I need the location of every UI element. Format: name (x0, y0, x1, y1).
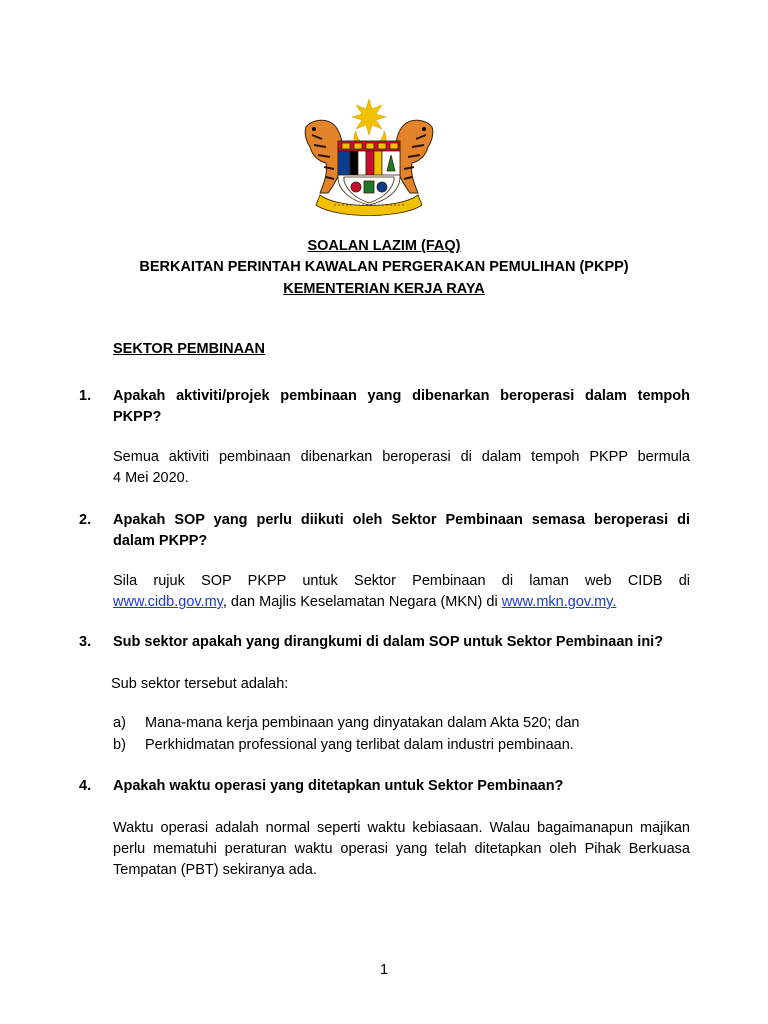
list-item-label: b) (113, 737, 126, 753)
question-3: Sub sektor apakah yang dirangkumi di dalam SOP untuk Sektor Pembinaan ini? (113, 634, 664, 650)
list-item-text: Mana-mana kerja pembinaan yang dinyatakan dalam Akta 520; dan (145, 715, 580, 731)
section-title: SEKTOR PEMBINAAN (113, 341, 265, 357)
question-number-4: 4. (79, 778, 92, 794)
answer-1 (113, 447, 690, 489)
question-number-1: 1. (79, 388, 92, 404)
page-number: 1 (379, 962, 389, 978)
answer-4-line3: Tempatan (PBT) sekiranya ada. (113, 862, 317, 878)
doc-title-line1: SOALAN LAZIM (FAQ) (307, 238, 461, 254)
question-2 (113, 510, 690, 552)
answer-4-line1: Waktu operasi adalah normal seperti waktu kebiasaan. Walau bagaimanapun majikan (113, 820, 690, 836)
cidb-link[interactable]: www.cidb.gov.my (113, 594, 223, 610)
question-2-line2: dalam PKPP? (113, 533, 208, 549)
question-number-2: 2. (79, 512, 92, 528)
question-1-line1: Apakah aktiviti/projek pembinaan yang dibenarkan beroperasi dalam tempoh (113, 388, 690, 404)
list-item (113, 737, 574, 753)
question-2-line1: Apakah SOP yang perlu diikuti oleh Sektor Pembinaan semasa beroperasi di (113, 512, 690, 528)
coat-of-arms-icon (298, 97, 440, 225)
question-4: Apakah waktu operasi yang ditetapkan untuk Sektor Pembinaan? (113, 778, 564, 794)
mkn-link[interactable]: www.mkn.gov.my. (501, 594, 617, 610)
list-item (113, 715, 579, 731)
question-1-line2: PKPP? (113, 409, 162, 425)
answer-2 (113, 571, 690, 613)
answer-4 (113, 818, 690, 881)
list-item-label: a) (113, 715, 126, 731)
question-number-3: 3. (79, 634, 92, 650)
doc-title-line2: BERKAITAN PERINTAH KAWALAN PERGERAKAN PEMULIHAN (PKPP) (139, 259, 629, 275)
answer-4-line2: perlu mematuhi peraturan waktu operasi yang telah ditetapkan oleh Pihak Berkuasa (113, 841, 690, 857)
answer-2-line1: Sila rujuk SOP PKPP untuk Sektor Pembinaan di laman web CIDB di (113, 573, 690, 589)
list-item-text: Perkhidmatan professional yang terlibat dalam industri pembinaan. (145, 737, 574, 753)
question-1 (113, 386, 690, 428)
doc-title-line3: KEMENTERIAN KERJA RAYA (283, 281, 485, 297)
answer-1-line2: 4 Mei 2020. (113, 470, 189, 486)
answer-2-mid: , dan Majlis Keselamatan Negara (MKN) di (222, 594, 502, 610)
answer-1-line1: Semua aktiviti pembinaan dibenarkan beroperasi di dalam tempoh PKPP bermula (113, 449, 690, 465)
answer-3-intro: Sub sektor tersebut adalah: (111, 676, 289, 692)
